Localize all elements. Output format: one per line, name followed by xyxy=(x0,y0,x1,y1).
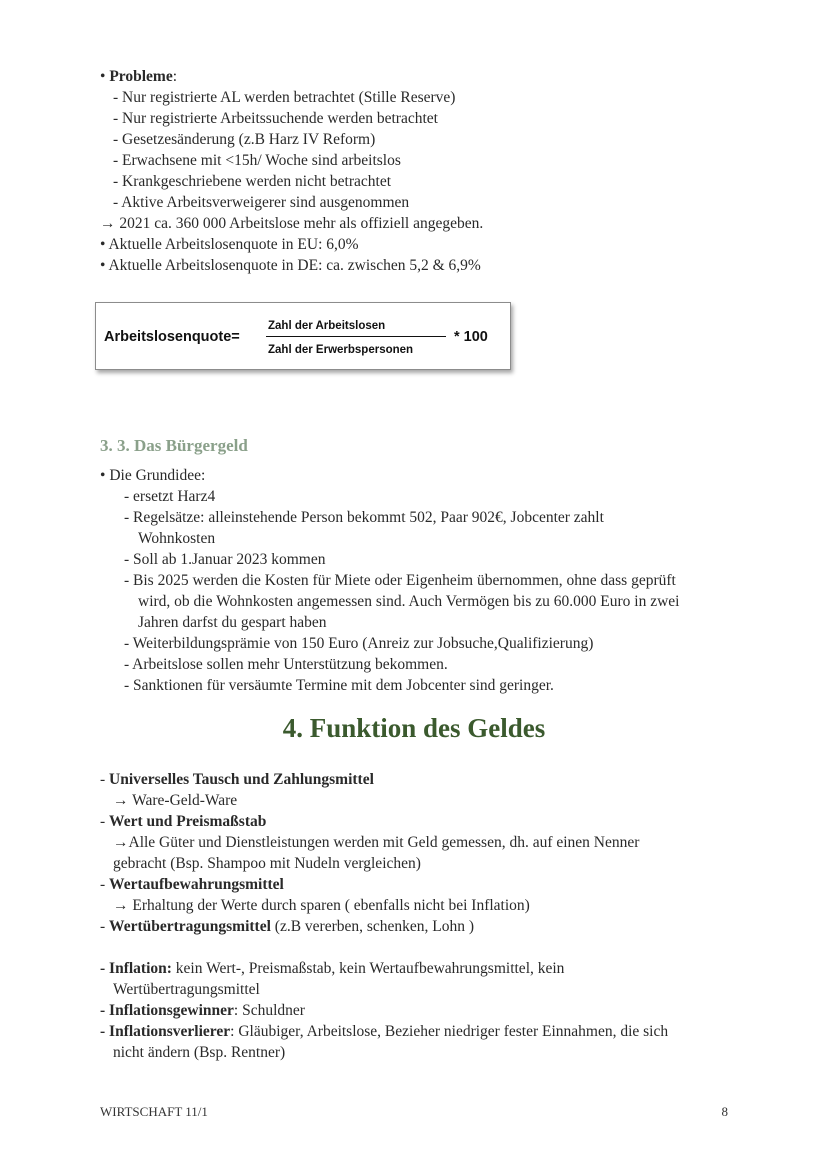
wert-note: gebracht (Bsp. Shampoo mit Nudeln vergleichen) xyxy=(113,855,421,872)
probleme-arrow-note: → 2021 ca. 360 000 Arbeitslose mehr als offiziell angegeben. xyxy=(100,215,484,232)
probleme-item: - Nur registrierte Arbeitssuchende werden betrachtet xyxy=(113,110,438,127)
buergergeld-line: wird, ob die Wohnkosten angemessen sind. Auch Vermögen bis zu 60.000 Euro in zwei xyxy=(138,593,680,610)
quote-eu-line: • Aktuelle Arbeitslosenquote in EU: 6,0% xyxy=(100,236,359,253)
buergergeld-line: Jahren darfst du gespart haben xyxy=(138,614,327,631)
buergergeld-line: - ersetzt Harz4 xyxy=(124,488,216,505)
wert-note: →Alle Güter und Dienstleistungen werden mit Geld gemessen, dh. auf einen Nenner xyxy=(113,834,640,851)
quote-de-line: • Aktuelle Arbeitslosenquote in DE: ca. zwischen 5,2 & 6,9% xyxy=(100,257,481,274)
formula-multiplier: * 100 xyxy=(454,329,488,345)
arbeitslosenquote-formula-box xyxy=(95,302,511,370)
probleme-heading-line: • Probleme: xyxy=(100,68,178,85)
aufbewahrung-note: → Erhaltung der Werte durch sparen ( ebenfalls nicht bei Inflation) xyxy=(113,897,530,914)
footer-subject: WIRTSCHAFT 11/1 xyxy=(100,1104,208,1119)
uebertragung-line: - Wertübertragungsmittel (z.B vererben, schenken, Lohn ) xyxy=(100,918,475,935)
buergergeld-line: - Arbeitslose sollen mehr Unterstützung bekommen. xyxy=(124,656,448,673)
formula-numerator: Zahl der Arbeitslosen xyxy=(268,320,386,332)
probleme-heading: Probleme xyxy=(109,68,173,85)
buergergeld-line: - Sanktionen für versäumte Termine mit dem Jobcenter sind geringer. xyxy=(124,677,554,694)
buergergeld-line: - Soll ab 1.Januar 2023 kommen xyxy=(124,551,326,568)
probleme-item: - Gesetzesänderung (z.B Harz IV Reform) xyxy=(113,131,376,148)
page-number: 8 xyxy=(721,1104,728,1119)
inflation-line: - Inflation: kein Wert-, Preismaßstab, kein Wertaufbewahrungsmittel, kein xyxy=(100,960,565,977)
probleme-item: - Aktive Arbeitsverweigerer sind ausgenommen xyxy=(113,194,410,211)
tausch-note: → Ware-Geld-Ware xyxy=(113,792,238,809)
tausch-line: - Universelles Tausch und Zahlungsmittel xyxy=(100,771,374,788)
buergergeld-line: - Weiterbildungsprämie von 150 Euro (Anreiz zur Jobsuche,Qualifizierung) xyxy=(124,635,594,652)
probleme-item: - Erwachsene mit <15h/ Woche sind arbeitslos xyxy=(113,152,401,169)
inflationsverlierer-continuation: nicht ändern (Bsp. Rentner) xyxy=(113,1044,286,1061)
inflationsgewinner-line: - Inflationsgewinner: Schuldner xyxy=(100,1002,305,1019)
probleme-item: - Nur registrierte AL werden betrachtet (Stille Reserve) xyxy=(113,89,456,106)
inflationsverlierer-line: - Inflationsverlierer: Gläubiger, Arbeitslose, Bezieher niedriger fester Einnahmen, die sich xyxy=(100,1023,669,1040)
buergergeld-line: - Regelsätze: alleinstehende Person bekommt 502, Paar 902€, Jobcenter zahlt xyxy=(124,509,604,526)
formula-denominator: Zahl der Erwerbspersonen xyxy=(268,344,414,356)
fraction-bar xyxy=(266,336,446,337)
section-heading-buergergeld: 3. 3. Das Bürgergeld xyxy=(100,436,248,455)
chapter-heading-funktion-des-geldes: 4. Funktion des Geldes xyxy=(282,713,546,743)
buergergeld-line: Wohnkosten xyxy=(138,530,216,547)
formula-label: Arbeitslosenquote= xyxy=(104,329,240,345)
probleme-item: - Krankgeschriebene werden nicht betrachtet xyxy=(113,173,392,190)
buergergeld-line: - Bis 2025 werden die Kosten für Miete oder Eigenheim übernommen, ohne dass geprüft xyxy=(124,572,676,589)
wert-line: - Wert und Preismaßstab xyxy=(100,813,267,830)
inflation-continuation: Wertübertragungsmittel xyxy=(113,981,260,998)
aufbewahrung-line: - Wertaufbewahrungsmittel xyxy=(100,876,284,893)
buergergeld-intro-line: • Die Grundidee: xyxy=(100,467,206,484)
